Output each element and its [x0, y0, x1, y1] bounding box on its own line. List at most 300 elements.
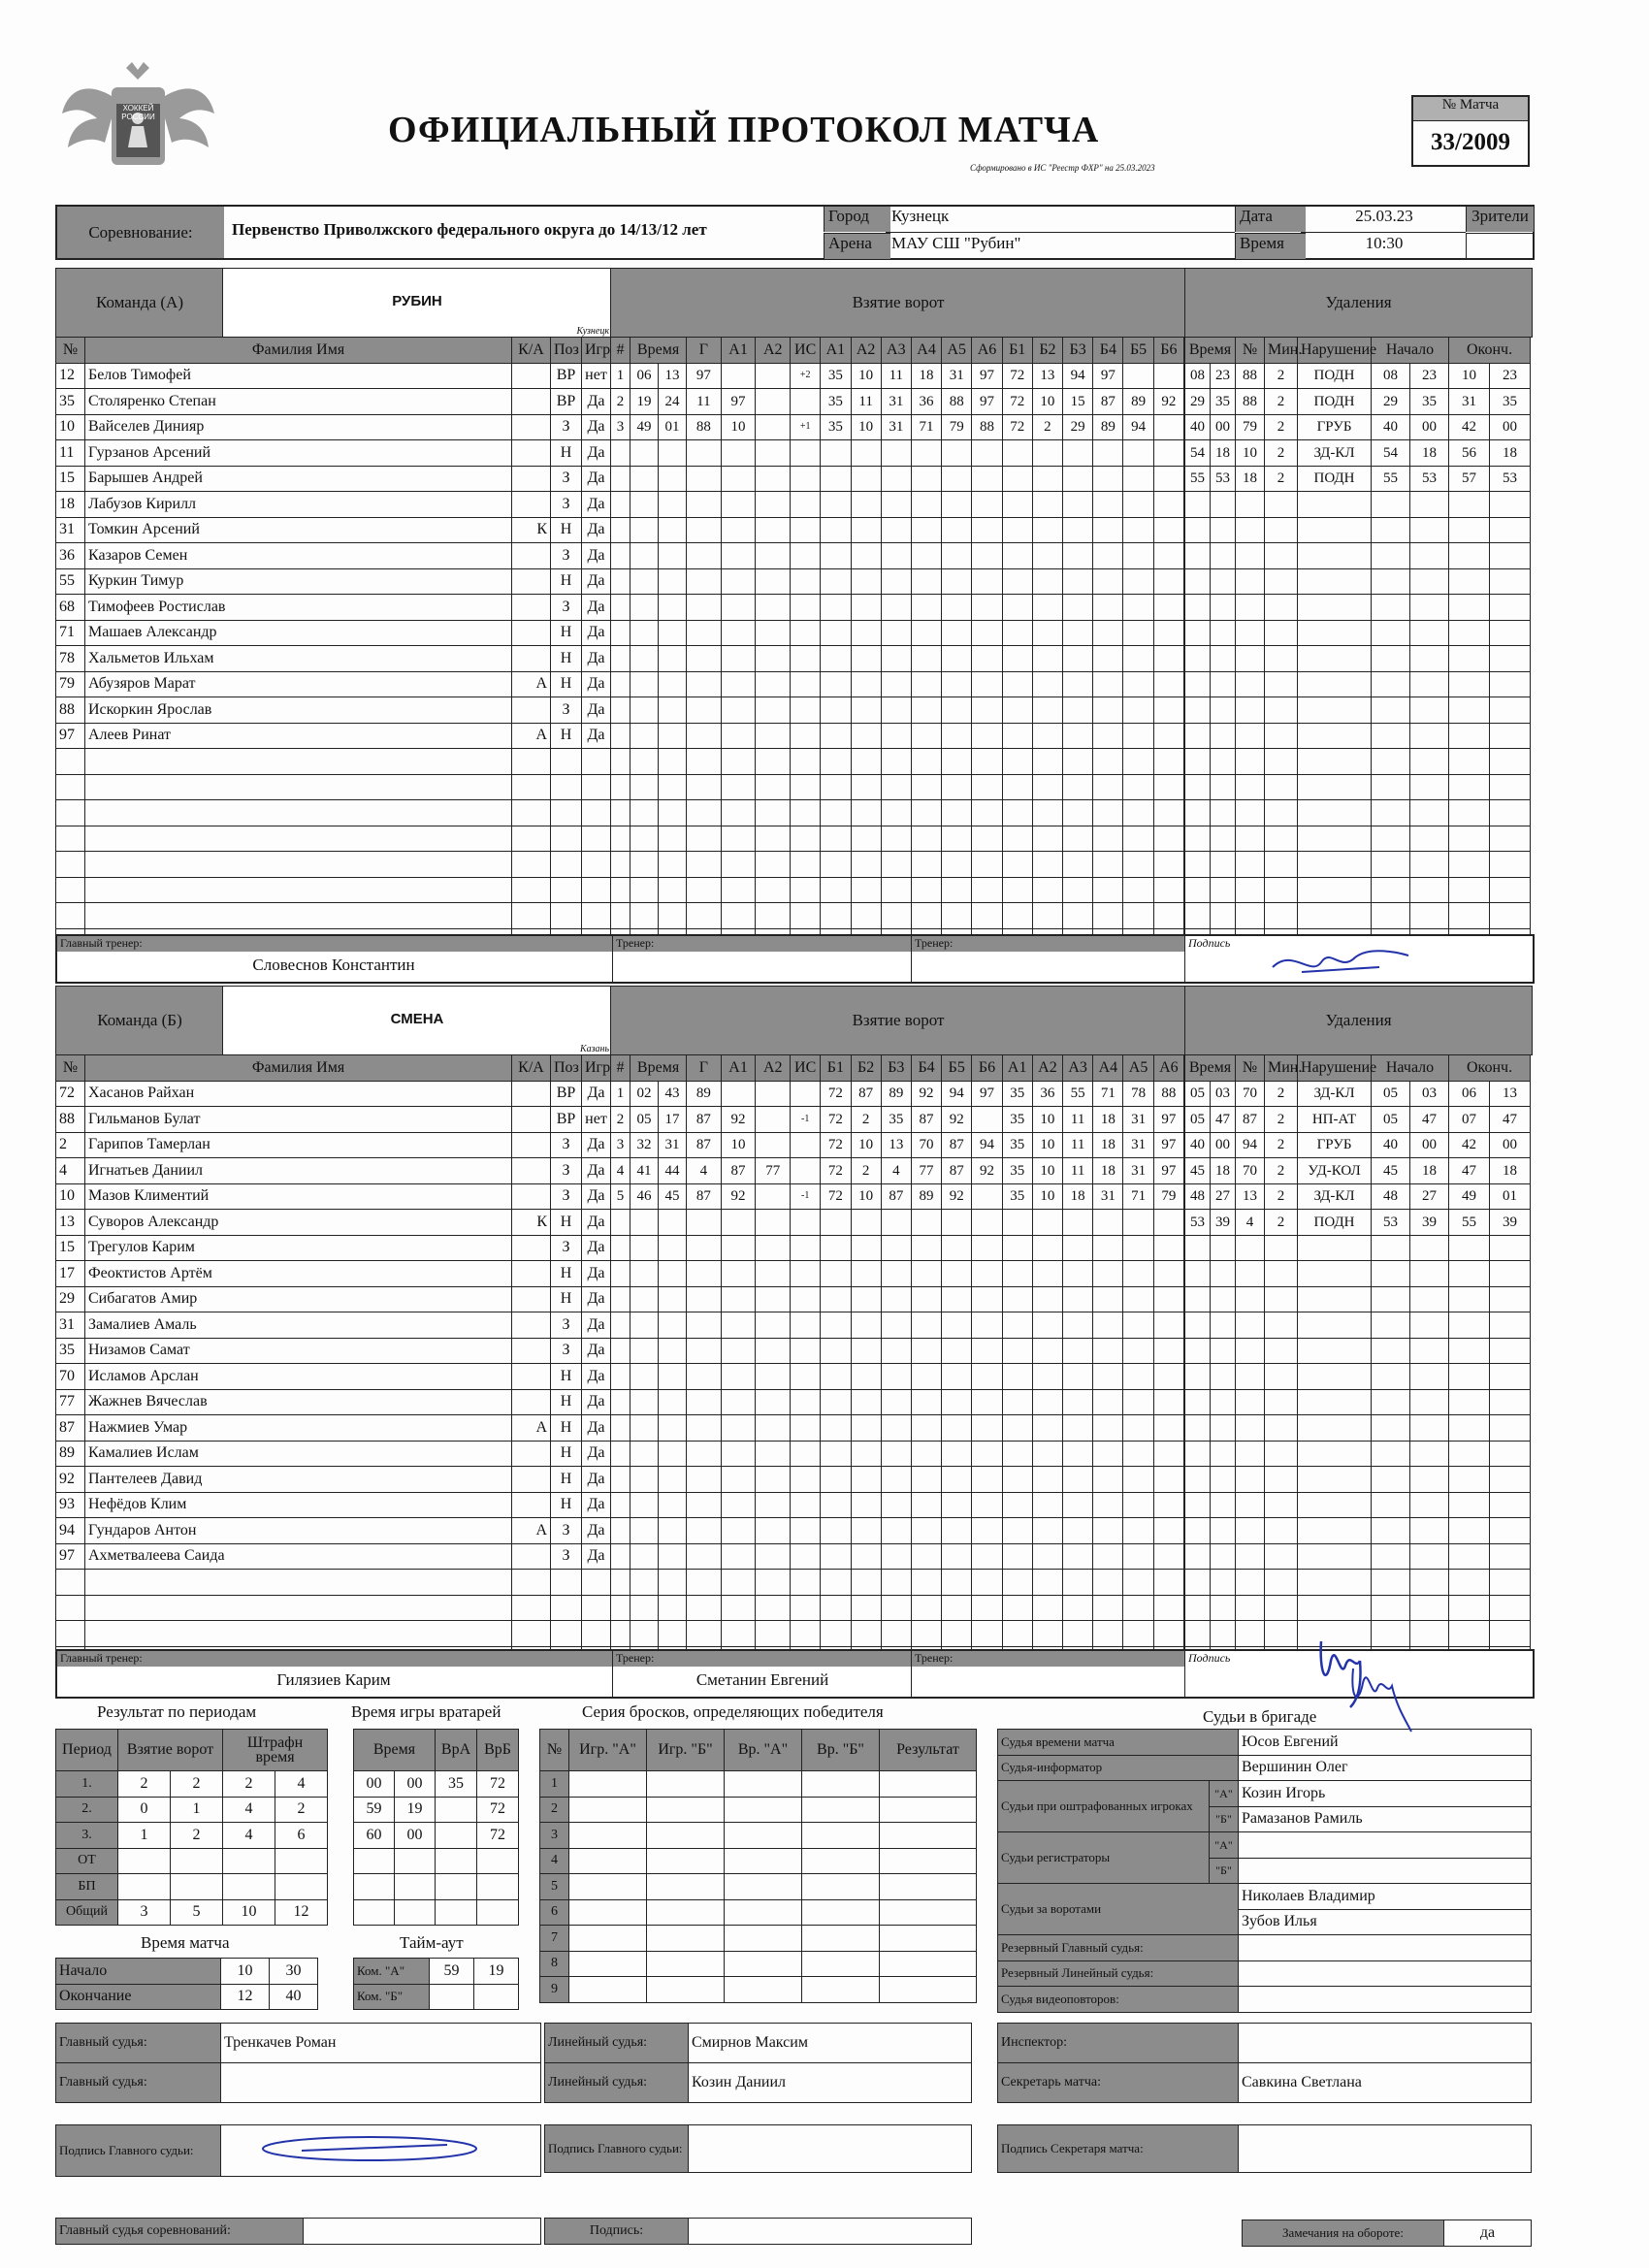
penalty-cell: 27 — [1410, 1183, 1449, 1210]
penalty-cell — [1449, 852, 1490, 878]
goal-cell: 89 — [1093, 414, 1123, 440]
goal-cell — [659, 1312, 687, 1339]
penalty-cell — [1211, 1543, 1236, 1570]
signature-box — [689, 2219, 972, 2245]
penalty-cell — [1265, 1364, 1298, 1390]
goal-cell — [1002, 1261, 1032, 1287]
goal-cell — [972, 646, 1002, 672]
goal-cell — [1032, 723, 1062, 749]
goalie-value — [354, 1874, 395, 1900]
timeout-table — [353, 1958, 519, 2010]
team-a-penalties-header: Удаления — [1184, 268, 1533, 338]
penalty-cell — [1265, 774, 1298, 800]
team-b-coach2-label: Тренер: — [912, 1651, 1185, 1667]
penalty-cell — [1298, 568, 1372, 595]
penalty-cell — [1211, 1441, 1236, 1467]
goal-cell — [1002, 749, 1032, 775]
reserve-head — [1239, 1935, 1532, 1961]
penalty-cell — [1410, 1286, 1449, 1312]
penalty-cell — [1410, 1235, 1449, 1261]
goal-cell — [659, 620, 687, 646]
goal-cell — [791, 1210, 821, 1236]
penalty-cell — [1410, 568, 1449, 595]
goal-cell — [630, 1570, 659, 1596]
goal-cell — [659, 877, 687, 903]
goal-cell — [611, 800, 630, 826]
goal-cell — [630, 440, 659, 467]
penalty-row — [1185, 1389, 1531, 1415]
penalty-cell — [1211, 568, 1236, 595]
sig-chief2-table — [544, 2124, 972, 2173]
penalty-cell — [1490, 800, 1531, 826]
penalty-cell — [1185, 620, 1211, 646]
goal-cell — [1123, 568, 1153, 595]
goal-cell — [1153, 414, 1183, 440]
player-plays: Да — [582, 414, 611, 440]
goal-cell — [881, 543, 911, 569]
goal-cell — [1063, 774, 1093, 800]
goal-cell — [791, 1621, 821, 1647]
goal-cell — [1123, 1286, 1153, 1312]
informer: Вершинин Олег — [1239, 1755, 1532, 1781]
player-name — [85, 774, 512, 800]
goal-cell — [1063, 1364, 1093, 1390]
goal-cell — [821, 749, 851, 775]
penalty-cell: ГРУБ — [1298, 1132, 1372, 1158]
player-name: Казаров Семен — [85, 543, 512, 569]
player-name — [85, 852, 512, 878]
penalty-cell — [1410, 697, 1449, 724]
goal-cell — [756, 1389, 791, 1415]
goal-cell — [687, 1415, 722, 1442]
player-plays: Да — [582, 1081, 611, 1107]
goal-cell — [1123, 1261, 1153, 1287]
player-position: З — [551, 1132, 582, 1158]
goal-cell — [1153, 1441, 1183, 1467]
player-number: 13 — [56, 1210, 85, 1236]
shootout-col-header: № — [540, 1730, 569, 1771]
goal-cell — [942, 568, 972, 595]
penalty-cell — [1298, 620, 1372, 646]
goal-cell — [659, 1415, 687, 1442]
penalty-cell — [1298, 774, 1372, 800]
goal-col-header: А1 — [1002, 1055, 1032, 1082]
goal-cell: 31 — [942, 363, 972, 389]
goal-cell — [791, 1595, 821, 1621]
penalty-cell — [1265, 1492, 1298, 1518]
pen-col-header: Нарушение — [1298, 1055, 1372, 1082]
goal-cell: 2 — [851, 1158, 881, 1184]
penalty-cell — [1372, 749, 1410, 775]
roster-row — [56, 1389, 611, 1415]
goal-row — [611, 1235, 1184, 1261]
goal-cell — [1063, 1621, 1093, 1647]
penalty-cell — [1185, 492, 1211, 518]
goal-cell — [821, 595, 851, 621]
goal-cell: 55 — [1063, 1081, 1093, 1107]
goal-cell — [1093, 1210, 1123, 1236]
penalty-cell — [1372, 492, 1410, 518]
goal-cell — [1002, 1415, 1032, 1442]
goal-cell — [1123, 800, 1153, 826]
goal-col-header: Б5 — [1123, 338, 1153, 364]
goal-cell — [721, 800, 756, 826]
goal-cell — [1123, 1543, 1153, 1570]
goal-cell — [611, 1235, 630, 1261]
goal-cell: 4 — [881, 1158, 911, 1184]
goal-cell — [942, 1467, 972, 1493]
goal-cell — [756, 1595, 791, 1621]
goal-judges-label: Судьи за воротами — [998, 1884, 1239, 1935]
goal-cell — [942, 1389, 972, 1415]
goal-cell — [1063, 543, 1093, 569]
goal-cell — [1093, 723, 1123, 749]
goal-cell — [791, 1132, 821, 1158]
goal-cell — [881, 1441, 911, 1467]
roster-row — [56, 1492, 611, 1518]
penalty-cell — [1449, 1543, 1490, 1570]
goal-cell — [756, 1183, 791, 1210]
goal-cell — [972, 1389, 1002, 1415]
time-label: Время — [1235, 233, 1306, 259]
roster-row — [56, 1570, 611, 1596]
shootout-cell — [802, 1848, 880, 1874]
penalty-row — [1185, 1286, 1531, 1312]
penalty-cell — [1211, 1364, 1236, 1390]
shootout-cell — [880, 1771, 977, 1798]
goal-cell: 10 — [721, 414, 756, 440]
shootout-col-header: Результат — [880, 1730, 977, 1771]
goal-cell — [1093, 800, 1123, 826]
player-plays: Да — [582, 1467, 611, 1493]
penalty-cell: 39 — [1410, 1210, 1449, 1236]
goal-cell: 10 — [1032, 1132, 1062, 1158]
goal-cell — [1093, 1467, 1123, 1493]
roster-row — [56, 1081, 611, 1107]
goal-cell — [881, 1492, 911, 1518]
penalty-cell — [1490, 903, 1531, 929]
goal-cell — [756, 1467, 791, 1493]
goal-cell — [1153, 749, 1183, 775]
goal-cell — [611, 1286, 630, 1312]
goal-cell — [687, 800, 722, 826]
goal-cell — [687, 1312, 722, 1339]
goal-cell — [1123, 1467, 1153, 1493]
roster-row — [56, 749, 611, 775]
goal-cell: 17 — [659, 1107, 687, 1133]
goal-cell — [687, 1441, 722, 1467]
goal-cell — [851, 1261, 881, 1287]
penalty-cell: 49 — [1449, 1183, 1490, 1210]
penalty-cell: 70 — [1236, 1081, 1265, 1107]
goal-cell: 72 — [821, 1081, 851, 1107]
player-position: ВР — [551, 363, 582, 389]
team-b-penalties-table — [1184, 1054, 1531, 1672]
goal-cell — [851, 1518, 881, 1544]
penalty-cell: 23 — [1410, 363, 1449, 389]
goal-col-header: Время — [630, 338, 687, 364]
goal-cell — [1002, 595, 1032, 621]
player-role — [512, 852, 551, 878]
goal-cell — [1002, 568, 1032, 595]
penalty-cell: 08 — [1372, 363, 1410, 389]
goal-row — [611, 595, 1184, 621]
goal-row — [611, 1543, 1184, 1570]
goal-cell — [1123, 671, 1153, 697]
shootout-table — [539, 1729, 977, 2003]
shootout-cell — [802, 1926, 880, 1952]
goal-cell: 87 — [721, 1158, 756, 1184]
goal-cell — [1153, 697, 1183, 724]
penalty-row — [1185, 1235, 1531, 1261]
player-position — [551, 1595, 582, 1621]
penalty-cell — [1298, 1518, 1372, 1544]
goal-cell — [611, 1415, 630, 1442]
goal-cell — [791, 389, 821, 415]
goalie-value — [477, 1874, 519, 1900]
goal-cell — [1093, 440, 1123, 467]
goal-cell — [911, 620, 941, 646]
goal-cell — [630, 723, 659, 749]
penalty-cell — [1265, 877, 1298, 903]
goal-cell — [1093, 646, 1123, 672]
goal-cell — [721, 1518, 756, 1544]
goal-cell — [1123, 1364, 1153, 1390]
goal-cell — [821, 1338, 851, 1364]
goal-cell — [659, 543, 687, 569]
roster-row — [56, 826, 611, 852]
goal-cell — [821, 1210, 851, 1236]
goal-cell: 92 — [721, 1183, 756, 1210]
penalty-row — [1185, 749, 1531, 775]
goal-cell — [1063, 1492, 1093, 1518]
goal-cell — [630, 543, 659, 569]
goal-cell — [911, 671, 941, 697]
penalty-cell: 42 — [1449, 1132, 1490, 1158]
goal-col-header: Б2 — [851, 1055, 881, 1082]
penalty-cell — [1490, 1441, 1531, 1467]
goal-cell — [756, 1107, 791, 1133]
goal-cell — [1032, 1441, 1062, 1467]
shootout-cell — [647, 1951, 725, 1977]
goal-cell — [791, 1286, 821, 1312]
penalty-cell — [1449, 749, 1490, 775]
goal-cell — [756, 671, 791, 697]
player-plays: Да — [582, 1210, 611, 1236]
player-position — [551, 749, 582, 775]
goal-cell — [756, 1261, 791, 1287]
goal-cell — [1002, 774, 1032, 800]
goal-cell: 11 — [1063, 1158, 1093, 1184]
penalty-cell — [1236, 492, 1265, 518]
goal-cell: 18 — [1093, 1132, 1123, 1158]
goal-cell: 94 — [1123, 414, 1153, 440]
penalty-cell — [1490, 877, 1531, 903]
period-value — [223, 1848, 275, 1874]
roster-col-header: № — [56, 1055, 85, 1082]
goal-cell — [1002, 466, 1032, 492]
penalty-row — [1185, 723, 1531, 749]
registrar-b — [1239, 1858, 1532, 1884]
goal-cell — [911, 1389, 941, 1415]
roster-row — [56, 466, 611, 492]
goal-cell — [851, 568, 881, 595]
penalty-cell — [1490, 620, 1531, 646]
shootout-title: Серия бросков, определяющих победителя — [582, 1702, 884, 1721]
goal-cell — [1063, 595, 1093, 621]
goal-cell — [821, 877, 851, 903]
goal-cell — [1123, 1235, 1153, 1261]
goal-cell — [881, 1467, 911, 1493]
goal-cell — [1123, 1312, 1153, 1339]
player-number: 93 — [56, 1492, 85, 1518]
goal-col-header: А2 — [1032, 1055, 1062, 1082]
goal-cell — [630, 595, 659, 621]
goal-cell — [972, 697, 1002, 724]
goal-cell: 2 — [1032, 414, 1062, 440]
penalty-cell — [1211, 877, 1236, 903]
penalty-cell: ГРУБ — [1298, 414, 1372, 440]
goal-cell — [821, 1312, 851, 1339]
goal-cell: 87 — [851, 1081, 881, 1107]
goal-cell — [1032, 517, 1062, 543]
player-plays: Да — [582, 568, 611, 595]
goal-cell — [1002, 620, 1032, 646]
goalie-value — [436, 1874, 477, 1900]
penalty-cell: 05 — [1372, 1081, 1410, 1107]
penalty-cell — [1185, 1312, 1211, 1339]
goal-cell — [756, 1570, 791, 1596]
roster-col-header: № — [56, 338, 85, 364]
player-number — [56, 774, 85, 800]
goal-cell — [756, 800, 791, 826]
fhr-logo — [58, 60, 218, 186]
period-value — [275, 1874, 328, 1900]
goal-cell: 71 — [1123, 1183, 1153, 1210]
penalty-cell: 42 — [1449, 414, 1490, 440]
player-plays — [582, 774, 611, 800]
penalty-cell — [1298, 1312, 1372, 1339]
goal-cell: 89 — [881, 1081, 911, 1107]
period-value: 12 — [275, 1899, 328, 1926]
goal-cell — [942, 749, 972, 775]
penalty-cell — [1211, 1312, 1236, 1339]
goal-cell — [821, 1595, 851, 1621]
player-role — [512, 697, 551, 724]
penalty-cell — [1211, 1235, 1236, 1261]
player-number: 31 — [56, 1312, 85, 1339]
penalty-cell — [1449, 595, 1490, 621]
penalty-cell — [1449, 1595, 1490, 1621]
goal-cell — [791, 1492, 821, 1518]
goal-cell — [630, 1261, 659, 1287]
player-position — [551, 877, 582, 903]
player-number: 15 — [56, 1235, 85, 1261]
goal-row — [611, 852, 1184, 878]
goal-cell — [687, 671, 722, 697]
penalty-cell — [1372, 903, 1410, 929]
penalty-cell: ЗД-КЛ — [1298, 440, 1372, 467]
goal-cell — [1032, 774, 1062, 800]
goal-cell — [687, 826, 722, 852]
goal-cell: 32 — [630, 1132, 659, 1158]
team-b-goals-table — [610, 1054, 1184, 1672]
penalty-cell — [1490, 826, 1531, 852]
roster-row — [56, 1595, 611, 1621]
penalty-cell — [1236, 671, 1265, 697]
penalty-cell: НП-АТ — [1298, 1107, 1372, 1133]
goal-cell — [1153, 1570, 1183, 1596]
penalty-cell — [1298, 1467, 1372, 1493]
penalty-cell: 10 — [1236, 440, 1265, 467]
goalie-value: 59 — [354, 1797, 395, 1823]
remarks-table — [1242, 2219, 1532, 2247]
goal-cell — [1093, 1518, 1123, 1544]
penalty-judge-a: Козин Игорь — [1239, 1781, 1532, 1807]
goal-cell — [1123, 1518, 1153, 1544]
penalty-cell: 2 — [1265, 1107, 1298, 1133]
goal-cell — [851, 1338, 881, 1364]
penalty-cell — [1185, 1389, 1211, 1415]
goal-cell — [630, 852, 659, 878]
goal-cell — [721, 646, 756, 672]
penalty-cell — [1298, 1286, 1372, 1312]
goal-cell — [791, 1261, 821, 1287]
player-plays — [582, 1595, 611, 1621]
goal-cell — [1063, 826, 1093, 852]
goal-cell — [756, 826, 791, 852]
penalty-cell — [1372, 1595, 1410, 1621]
goal-cell — [1123, 1441, 1153, 1467]
penalty-cell — [1449, 1518, 1490, 1544]
referee-signature-icon — [1339, 1649, 1426, 1736]
goal-cell — [851, 1570, 881, 1596]
goal-row — [611, 1132, 1184, 1158]
goal-cell: 79 — [1153, 1183, 1183, 1210]
chief-ref-label-2: Главный судья: — [56, 2063, 221, 2103]
shootout-row — [540, 1797, 977, 1823]
player-number — [56, 1621, 85, 1647]
timeout-a-ss: 19 — [474, 1959, 519, 1985]
player-role: А — [512, 671, 551, 697]
inspector-label: Инспектор: — [998, 2024, 1239, 2063]
goal-cell — [630, 466, 659, 492]
penalty-cell — [1298, 1595, 1372, 1621]
player-plays: Да — [582, 1286, 611, 1312]
player-role — [512, 800, 551, 826]
goal-cell — [972, 800, 1002, 826]
shootout-cell — [880, 1797, 977, 1823]
goal-cell: 24 — [659, 389, 687, 415]
goal-row — [611, 414, 1184, 440]
goalie-value — [354, 1848, 395, 1874]
goal-cell — [942, 1518, 972, 1544]
penalty-cell — [1490, 1415, 1531, 1442]
player-role — [512, 1132, 551, 1158]
remarks-value: да — [1444, 2220, 1532, 2247]
penalty-cell — [1236, 1338, 1265, 1364]
goal-cell — [791, 800, 821, 826]
goal-cell — [881, 800, 911, 826]
penalty-cell — [1410, 671, 1449, 697]
player-position: З — [551, 1543, 582, 1570]
player-position: З — [551, 697, 582, 724]
goal-cell — [756, 543, 791, 569]
penalty-cell — [1410, 1492, 1449, 1518]
goal-cell — [791, 1158, 821, 1184]
player-plays: Да — [582, 1492, 611, 1518]
player-position: Н — [551, 1415, 582, 1442]
